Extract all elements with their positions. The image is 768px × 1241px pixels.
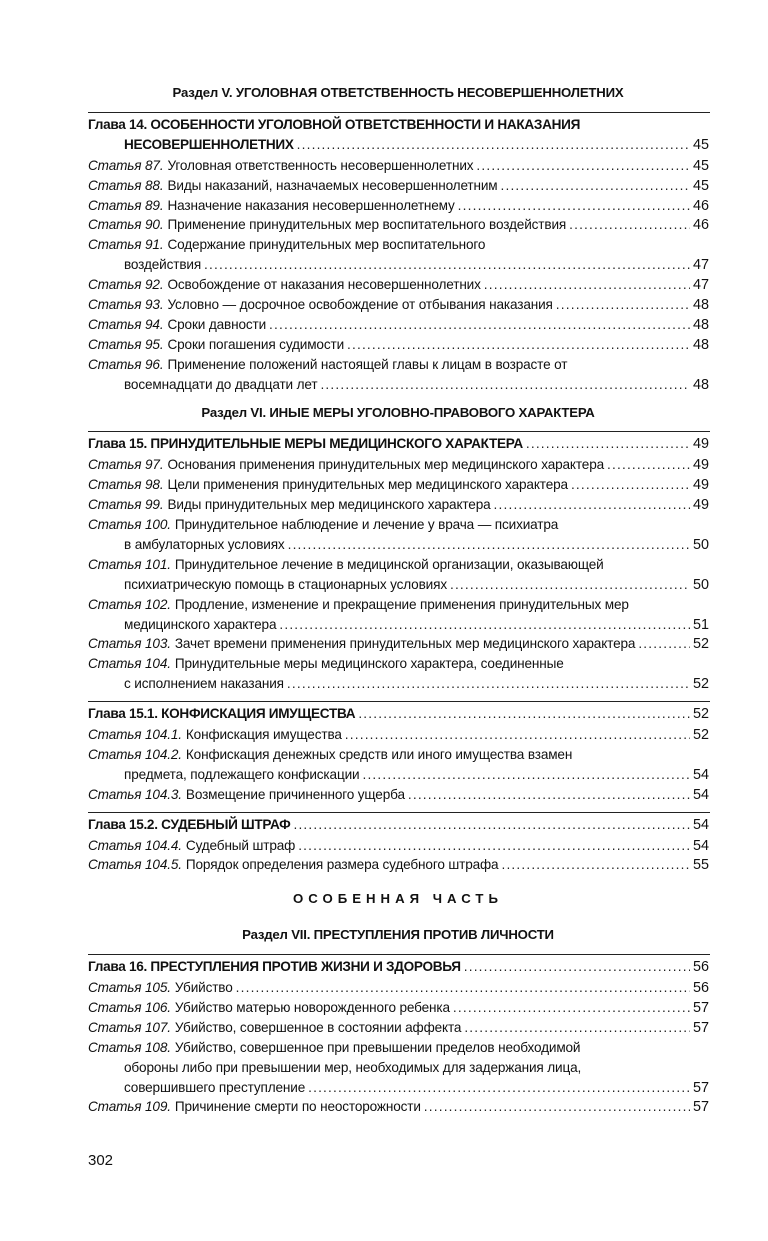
article-number: Статья 90. (88, 217, 164, 233)
dot-leader (569, 215, 690, 235)
dot-leader (298, 836, 690, 856)
chapter-entry (88, 115, 709, 135)
page-ref: 49 (692, 457, 709, 474)
section-heading: Раздел V. УГОЛОВНАЯ ОТВЕТСТВЕННОСТЬ НЕСОВЕРШЕННОЛЕТНИХ (172, 85, 624, 100)
article-entry (88, 634, 709, 654)
article-entry (124, 674, 709, 694)
article-title: Виды наказаний, назначаемых несовершеннолетним (167, 177, 498, 193)
article-title: Убийство, совершенное в состоянии аффекта (174, 1019, 462, 1035)
article-title: психиатрическую помощь в стационарных условиях (124, 576, 447, 592)
article-title: Принудительные меры медицинского характера, соединенные (174, 656, 564, 672)
article-title: Освобождение от наказания несовершеннолетних (167, 277, 481, 293)
page-ref: 45 (692, 157, 709, 174)
dot-leader (453, 998, 690, 1018)
article-title: Порядок определения размера судебного штрафа (185, 857, 499, 873)
page-ref: 56 (692, 959, 709, 976)
dot-leader (288, 535, 690, 555)
page-ref: 48 (692, 376, 709, 393)
page-ref: 46 (692, 197, 709, 214)
article-number: Статья 95. (88, 336, 164, 352)
page-ref: 50 (692, 536, 709, 553)
article-title: воздействия (124, 257, 202, 273)
article-number: Статья 96. (88, 356, 164, 372)
dot-leader (476, 156, 690, 176)
article-entry (88, 785, 709, 805)
article-number: Статья 92. (88, 277, 164, 293)
article-entry (124, 1058, 709, 1078)
dot-leader (347, 335, 690, 355)
article-title: Виды принудительных мер медицинского характера (167, 497, 491, 513)
dot-leader (501, 176, 690, 196)
article-number: Статья 104. (88, 656, 171, 672)
article-entry (88, 515, 709, 535)
article-entry (88, 836, 709, 856)
article-entry (88, 235, 709, 255)
article-entry (88, 295, 709, 315)
divider-rule (88, 954, 710, 955)
dot-leader (450, 575, 690, 595)
article-number: Статья 102. (88, 596, 171, 612)
article-number: Статья 109. (88, 1099, 171, 1115)
page-ref: 52 (692, 706, 709, 723)
chapter-entry (88, 434, 709, 454)
section-heading: Раздел VII. ПРЕСТУПЛЕНИЯ ПРОТИВ ЛИЧНОСТИ (242, 927, 554, 943)
dot-leader (458, 196, 690, 216)
page-ref: 57 (692, 999, 709, 1016)
article-entry (124, 615, 709, 635)
page-ref: 55 (692, 857, 709, 874)
article-entry (88, 215, 709, 235)
dot-leader (494, 495, 690, 515)
chapter-title: Глава 15. ПРИНУДИТЕЛЬНЫЕ МЕРЫ МЕДИЦИНСКОГО ХАРАКТЕРА (88, 436, 523, 452)
article-entry (88, 745, 709, 765)
article-number: Статья 106. (88, 999, 171, 1015)
article-title: Принудительное лечение в медицинской организации, оказывающей (174, 556, 604, 572)
article-title: Конфискация имущества (185, 727, 342, 742)
dot-leader (308, 1078, 690, 1098)
article-title: совершившего преступление (124, 1079, 306, 1095)
article-number: Статья 94. (88, 316, 164, 332)
page-ref: 52 (692, 636, 709, 653)
dot-leader (362, 765, 690, 785)
part-title: ОСОБЕННАЯ ЧАСТЬ (293, 891, 503, 907)
article-entry (88, 725, 709, 745)
article-title: Убийство матерью новорожденного ребенка (174, 999, 450, 1015)
chapter-entry (88, 815, 709, 835)
article-entry (124, 575, 709, 595)
page-ref: 54 (692, 837, 709, 854)
page-ref: 57 (692, 1079, 709, 1096)
dot-leader (424, 1097, 690, 1117)
dot-leader (638, 634, 690, 654)
article-title: Основания применения принудительных мер медицинского характера (167, 457, 605, 473)
article-title: Зачет времени применения принудительных мер медицинского характера (174, 636, 636, 652)
article-entry (88, 978, 709, 998)
article-number: Статья 101. (88, 556, 171, 572)
article-number: Статья 103. (88, 636, 171, 652)
article-entry (124, 765, 709, 785)
dot-leader (501, 855, 690, 875)
dot-leader (345, 725, 690, 745)
page-ref: 54 (692, 816, 709, 833)
divider-rule (88, 701, 710, 702)
dot-leader (293, 815, 690, 835)
article-number: Статья 97. (88, 457, 164, 473)
dot-leader (358, 704, 690, 724)
page-ref: 48 (692, 316, 709, 333)
page-ref: 51 (692, 616, 709, 633)
article-entry (124, 255, 709, 275)
page-ref: 50 (692, 576, 709, 593)
article-number: Статья 88. (88, 177, 164, 193)
article-number: Статья 107. (88, 1019, 171, 1035)
article-entry (88, 196, 709, 216)
page-ref: 49 (692, 497, 709, 514)
article-entry (88, 1018, 709, 1038)
divider-rule (88, 431, 710, 432)
divider-rule (88, 812, 710, 813)
article-entry (88, 998, 709, 1018)
article-title: Уголовная ответственность несовершеннолетних (167, 157, 474, 173)
page-ref: 52 (692, 727, 709, 743)
chapter-entry (124, 135, 709, 155)
article-title: Убийство (174, 980, 233, 995)
article-entry (88, 275, 709, 295)
page-ref: 46 (692, 217, 709, 234)
article-title: Применение принудительных мер воспитательного воздействия (167, 217, 567, 233)
page-ref: 57 (692, 1099, 709, 1116)
article-entry (88, 555, 709, 575)
article-title: восемнадцати до двадцати лет (124, 376, 318, 392)
page-ref: 48 (692, 297, 709, 313)
article-title: Сроки погашения судимости (167, 336, 345, 352)
article-number: Статья 89. (88, 197, 164, 213)
article-number: Статья 91. (88, 237, 164, 253)
dot-leader (526, 434, 690, 454)
article-entry (88, 1038, 709, 1058)
article-entry (88, 335, 709, 355)
article-title: Конфискация денежных средств или иного имущества взамен (185, 746, 573, 762)
dot-leader (556, 295, 690, 315)
article-title: медицинского характера (124, 616, 277, 632)
dot-leader (464, 957, 690, 977)
dot-leader (297, 135, 690, 155)
page-ref: 52 (692, 676, 709, 693)
chapter-title: Глава 16. ПРЕСТУПЛЕНИЯ ПРОТИВ ЖИЗНИ И ЗДОРОВЬЯ (88, 959, 461, 975)
section-heading: Раздел VI. ИНЫЕ МЕРЫ УГОЛОВНО-ПРАВОВОГО ХАРАКТЕРА (201, 404, 595, 420)
article-title: Судебный штраф (185, 837, 296, 853)
article-number: Статья 100. (88, 517, 171, 532)
article-number: Статья 98. (88, 477, 164, 493)
dot-leader (571, 475, 690, 495)
page-ref: 54 (692, 766, 709, 783)
article-title: Принудительное наблюдение и лечение у врача — психиатра (174, 517, 559, 532)
article-number: Статья 99. (88, 497, 164, 513)
article-number: Статья 93. (88, 297, 164, 312)
article-entry (88, 1097, 709, 1117)
dot-leader (607, 455, 690, 475)
article-entry (88, 475, 709, 495)
dot-leader (464, 1018, 690, 1038)
article-number: Статья 104.5. (88, 857, 182, 873)
article-title: Цели применения принудительных мер медицинского характера (167, 477, 568, 493)
article-entry (88, 654, 709, 674)
article-title: Условно — досрочное освобождение от отбывания наказания (167, 297, 553, 312)
article-entry (88, 355, 709, 375)
page-number: 302 (88, 1152, 114, 1169)
page-ref: 49 (692, 477, 709, 494)
dot-leader (408, 785, 690, 805)
article-number: Статья 104.4. (88, 837, 182, 853)
article-number: Статья 104.3. (88, 786, 182, 802)
dot-leader (287, 674, 690, 694)
page-ref: 56 (692, 980, 709, 996)
article-entry (88, 156, 709, 176)
dot-leader (236, 978, 690, 998)
chapter-title: Глава 15.2. СУДЕБНЫЙ ШТРАФ (88, 816, 291, 832)
page-ref: 47 (692, 277, 709, 294)
dot-leader (269, 315, 690, 335)
chapter-title: НЕСОВЕРШЕННОЛЕТНИХ (124, 136, 294, 152)
page-ref: 48 (692, 336, 709, 353)
page-ref: 57 (692, 1019, 709, 1036)
article-entry (88, 855, 709, 875)
chapter-title: Глава 14. ОСОБЕННОСТИ УГОЛОВНОЙ ОТВЕТСТВЕННОСТИ И НАКАЗАНИЯ (88, 116, 581, 132)
article-number: Статья 108. (88, 1039, 171, 1055)
article-title: Сроки давности (167, 316, 267, 332)
dot-leader (320, 375, 690, 395)
article-entry (88, 595, 709, 615)
article-number: Статья 104.2. (88, 746, 182, 762)
article-title: в амбулаторных условиях (124, 536, 285, 552)
dot-leader (279, 615, 690, 635)
chapter-entry (88, 704, 709, 724)
article-title: предмета, подлежащего конфискации (124, 766, 360, 782)
article-title: с исполнением наказания (124, 676, 284, 692)
chapter-entry (88, 957, 709, 977)
article-title: Содержание принудительных мер воспитательного (167, 237, 486, 253)
article-entry (88, 455, 709, 475)
article-title: Продление, изменение и прекращение применения принудительных мер (174, 596, 629, 612)
article-title: Применение положений настоящей главы к лицам в возрасте от (167, 356, 568, 372)
article-entry (88, 315, 709, 335)
page-ref: 47 (692, 257, 709, 274)
article-entry (124, 1078, 709, 1098)
article-number: Статья 87. (88, 157, 164, 173)
dot-leader (204, 255, 690, 275)
article-entry (88, 495, 709, 515)
article-number: Статья 104.1. (88, 727, 182, 742)
article-entry (124, 375, 709, 395)
page-ref: 45 (692, 177, 709, 194)
article-title: Возмещение причиненного ущерба (185, 786, 405, 802)
divider-rule (88, 112, 710, 113)
article-number: Статья 105. (88, 980, 171, 995)
page-ref: 45 (692, 136, 709, 153)
chapter-title: Глава 15.1. КОНФИСКАЦИЯ ИМУЩЕСТВА (88, 706, 356, 722)
article-entry (88, 176, 709, 196)
dot-leader (484, 275, 690, 295)
page-ref: 54 (692, 786, 709, 803)
article-entry (124, 535, 709, 555)
page-ref: 49 (692, 436, 709, 453)
article-title: Назначение наказания несовершеннолетнему (167, 197, 455, 213)
article-title: Причинение смерти по неосторожности (174, 1099, 421, 1115)
article-title: Убийство, совершенное при превышении пределов необходимой (174, 1039, 581, 1055)
article-title: обороны либо при превышении мер, необходимых для задержания лица, (124, 1059, 582, 1075)
